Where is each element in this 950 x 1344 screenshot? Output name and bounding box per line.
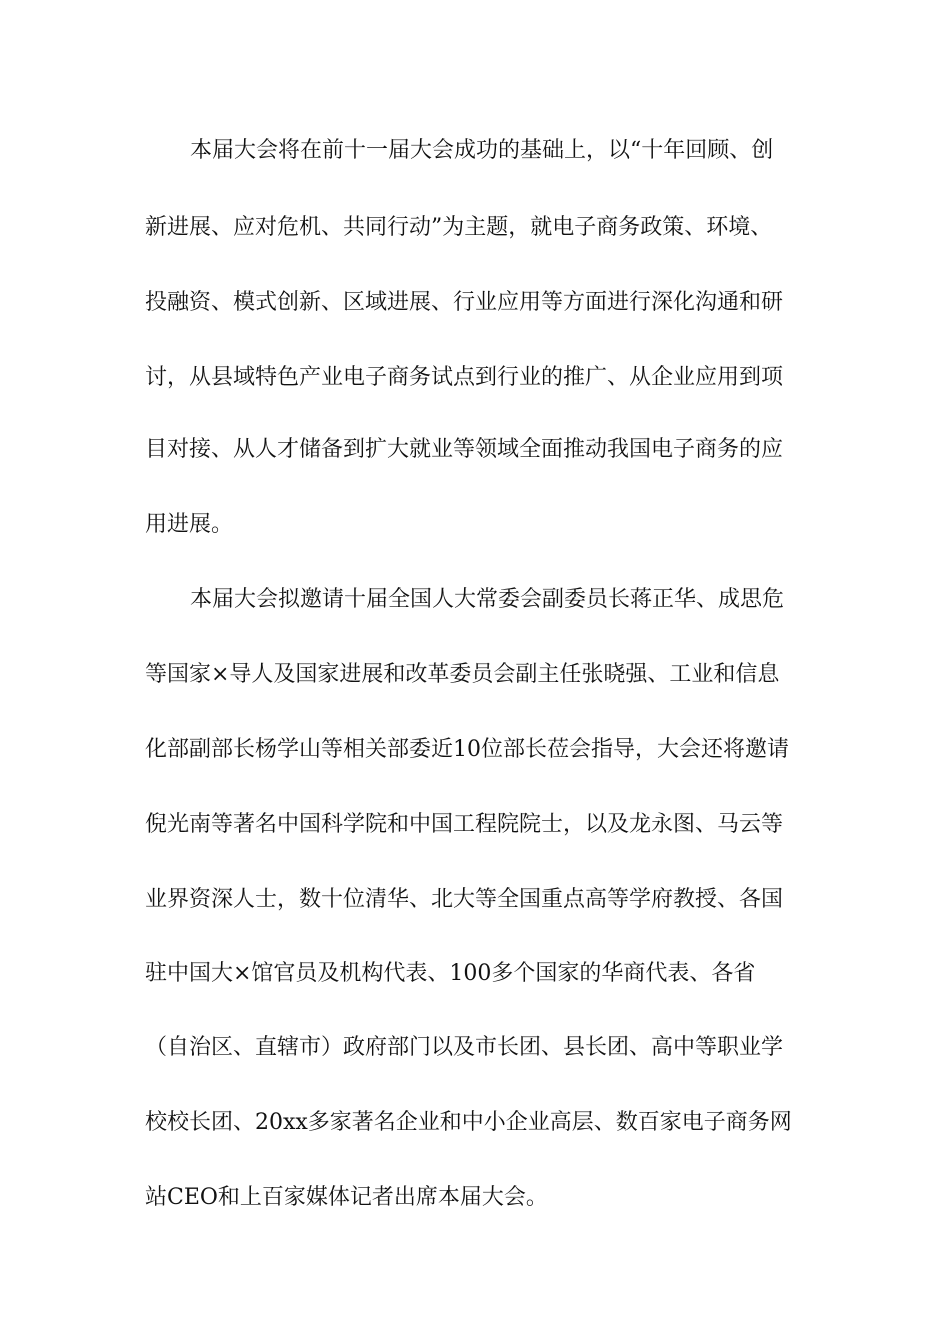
paragraph-line: 校校长团、20xx多家著名企业和中小企业高层、数百家电子商务网 bbox=[145, 1110, 792, 1135]
paragraph-line: 等国家×导人及国家进展和改革委员会副主任张晓强、工业和信息 bbox=[145, 662, 780, 687]
paragraph-line: 化部副部长杨学山等相关部委近10位部长莅会指导，大会还将邀请 bbox=[145, 737, 789, 762]
paragraph-line: 投融资、模式创新、区域进展、行业应用等方面进行深化沟通和研 bbox=[145, 290, 784, 315]
paragraph-line: 本届大会将在前十一届大会成功的基础上，以“十年回顾、创 bbox=[190, 138, 774, 163]
paragraph-line: 业界资深人士，数十位清华、北大等全国重点高等学府教授、各国 bbox=[145, 887, 784, 912]
paragraph-line: 目对接、从人才储备到扩大就业等领域全面推动我国电子商务的应 bbox=[145, 437, 784, 462]
paragraph-line: 站CEO和上百家媒体记者出席本届大会。 bbox=[145, 1185, 548, 1210]
paragraph-line: 驻中国大×馆官员及机构代表、100多个国家的华商代表、各省 bbox=[145, 961, 756, 986]
paragraph-line: （自治区、直辖市）政府部门以及市长团、县长团、高中等职业学 bbox=[145, 1035, 784, 1060]
paragraph-line: 新进展、应对危机、共同行动”为主题，就电子商务政策、环境、 bbox=[145, 215, 773, 240]
paragraph-line: 本届大会拟邀请十届全国人大常委会副委员长蒋正华、成思危 bbox=[190, 587, 785, 612]
paragraph-line: 用进展。 bbox=[145, 512, 234, 537]
paragraph-line: 讨，从县域特色产业电子商务试点到行业的推广、从企业应用到项 bbox=[145, 365, 784, 390]
paragraph-line: 倪光南等著名中国科学院和中国工程院院士，以及龙永图、马云等 bbox=[145, 812, 784, 837]
